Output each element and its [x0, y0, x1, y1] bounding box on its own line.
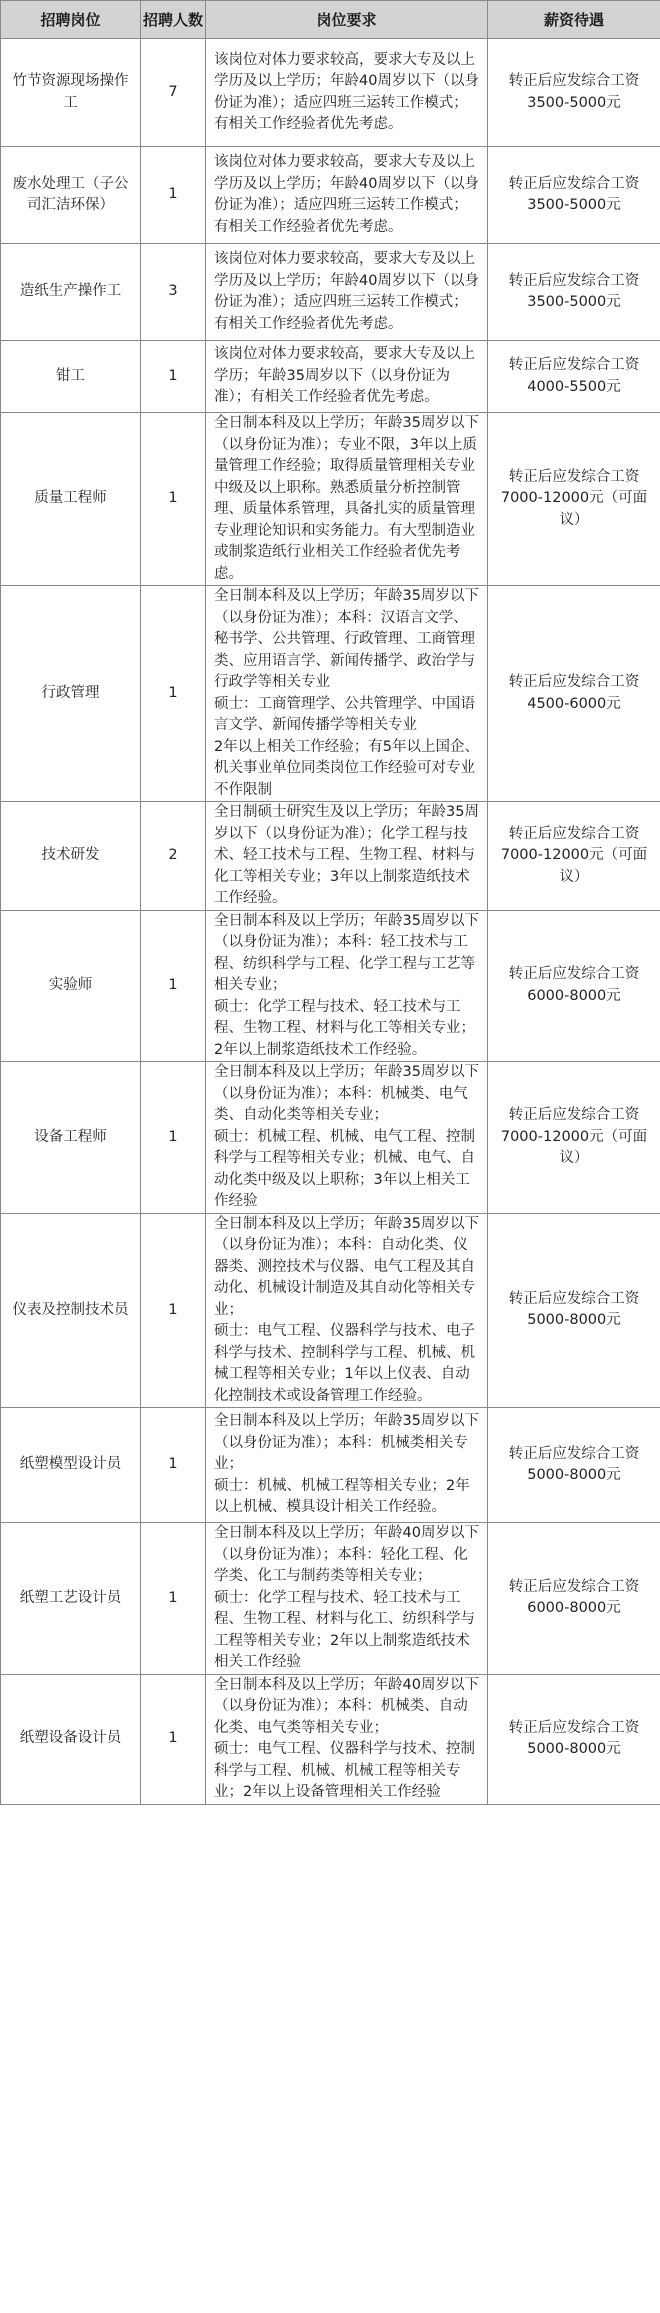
- job-count: 7: [141, 39, 206, 147]
- requirement-paragraph: 2年以上相关工作经验；有5年以上国企、机关事业单位同类岗位工作经验可对专业不作限制: [214, 738, 479, 798]
- job-position: 纸塑工艺设计员: [1, 1523, 141, 1675]
- job-requirements: [206, 586, 488, 802]
- header-salary: 薪资待遇: [488, 1, 660, 39]
- table-row: [1, 586, 660, 802]
- table-row: [1, 1408, 660, 1523]
- table-row: [1, 1523, 660, 1675]
- job-count: 1: [141, 1523, 206, 1675]
- job-count: 1: [141, 1674, 206, 1804]
- table-row: [1, 1062, 660, 1214]
- job-requirements: [206, 1674, 488, 1804]
- requirement-paragraph: 该岗位对体力要求较高，要求大专及以上学历及以上学历；年龄40周岁以下（以身份证为准）；适应四班三运转工作模式；有相关工作经验者优先考虑。: [214, 51, 479, 132]
- requirement-paragraph: 该岗位对体力要求较高，要求大专及以上学历；年龄35周岁以下（以身份证为准）；有相关工作经验者优先考虑。: [214, 346, 475, 406]
- requirement-paragraph: 硕士：机械工程、机械、电气工程、控制科学与工程等相关专业；机械、电气、自动化类中级及以上职称；3年以上相关工作经验: [214, 1128, 475, 1209]
- requirement-paragraph: 硕士：电气工程、仪器科学与技术、电子科学与技术、控制科学与工程、机械、机械工程等相关专业；1年以上仪表、自动化控制技术或设备管理工作经验。: [214, 1323, 475, 1404]
- job-count: 1: [141, 910, 206, 1062]
- requirement-paragraph: 硕士：化学工程与技术、轻工技术与工程、生物工程、材料与化工等相关专业；2年以上制浆造纸技术工作经验。: [214, 998, 475, 1058]
- table-row: [1, 1674, 660, 1804]
- requirement-paragraph: 全日制本科及以上学历；年龄35周岁以下（以身份证为准）；本科：汉语言文学、秘书学、公共管理、行政管理、工商管理类、应用语言学、新闻传播学、政治学与行政学等相关专业: [214, 588, 479, 690]
- job-count: 2: [141, 802, 206, 911]
- job-count: 1: [141, 586, 206, 802]
- job-requirements: [206, 1523, 488, 1675]
- job-salary: 转正后应发综合工资6000-8000元: [488, 1523, 660, 1675]
- job-requirements: [206, 39, 488, 147]
- job-requirements: [206, 413, 488, 586]
- job-requirements: [206, 341, 488, 413]
- requirement-paragraph: 硕士：机械、机械工程等相关专业；2年以上机械、模具设计相关工作经验。: [214, 1477, 470, 1516]
- requirement-paragraph: 全日制硕士研究生及以上学历；年龄35周岁以下（以身份证为准）；化学工程与技术、轻工技术与工程、生物工程、材料与化工等相关专业；3年以上制浆造纸技术工作经验。: [214, 804, 479, 906]
- table-row: [1, 802, 660, 911]
- job-count: 1: [141, 147, 206, 244]
- job-position: 行政管理: [1, 586, 141, 802]
- job-position: 质量工程师: [1, 413, 141, 586]
- job-count: 1: [141, 413, 206, 586]
- requirement-paragraph: 该岗位对体力要求较高，要求大专及以上学历及以上学历；年龄40周岁以下（以身份证为准）；适应四班三运转工作模式；有相关工作经验者优先考虑。: [214, 251, 479, 332]
- job-position: 设备工程师: [1, 1062, 141, 1214]
- header-position: 招聘岗位: [1, 1, 141, 39]
- job-position: 实验师: [1, 910, 141, 1062]
- job-position: 竹节资源现场操作工: [1, 39, 141, 147]
- job-salary: 转正后应发综合工资6000-8000元: [488, 910, 660, 1062]
- table-row: [1, 413, 660, 586]
- requirement-paragraph: 硕士：电气工程、仪器科学与技术、控制科学与工程、机械、机械工程等相关专业；2年以上设备管理相关工作经验: [214, 1741, 475, 1800]
- table-header-row: [1, 1, 660, 39]
- job-count: 1: [141, 1408, 206, 1523]
- job-requirements: [206, 147, 488, 244]
- job-position: 纸塑模型设计员: [1, 1408, 141, 1523]
- table-row: [1, 1213, 660, 1408]
- job-salary: 转正后应发综合工资5000-8000元: [488, 1213, 660, 1408]
- requirement-paragraph: 硕士：化学工程与技术、轻工技术与工程、生物工程、材料与化工、纺织科学与工程等相关专业；2年以上制浆造纸技术相关工作经验: [214, 1589, 475, 1670]
- table-row: [1, 147, 660, 244]
- requirement-paragraph: 该岗位对体力要求较高，要求大专及以上学历及以上学历；年龄40周岁以下（以身份证为准）；适应四班三运转工作模式；有相关工作经验者优先考虑。: [214, 154, 479, 235]
- job-count: 1: [141, 341, 206, 413]
- job-requirements: [206, 244, 488, 341]
- job-salary: 转正后应发综合工资7000-12000元（可面议）: [488, 413, 660, 586]
- table-row: [1, 341, 660, 413]
- job-count: 1: [141, 1062, 206, 1214]
- requirement-paragraph: 全日制本科及以上学历；年龄40周岁以下（以身份证为准）；本科：轻化工程、化学类、化工与制药类等相关专业；: [214, 1525, 479, 1584]
- job-requirements: [206, 910, 488, 1062]
- job-salary: 转正后应发综合工资4000-5500元: [488, 341, 660, 413]
- requirement-paragraph: 全日制本科及以上学历；年龄35周岁以下（以身份证为准）；本科：轻工技术与工程、纺织科学与工程、化学工程与工艺等相关专业；: [214, 912, 479, 993]
- job-salary: 转正后应发综合工资5000-8000元: [488, 1408, 660, 1523]
- table-row: [1, 244, 660, 341]
- requirement-paragraph: 全日制本科及以上学历；年龄40周岁以下（以身份证为准）；本科：机械类、自动化类、电气类等相关专业；: [214, 1676, 479, 1736]
- header-count: 招聘人数: [141, 1, 206, 39]
- requirement-paragraph: 全日制本科及以上学历；年龄35周岁以下（以身份证为准）；本科：自动化类、仪器类、测控技术与仪器、电气工程及其自动化、机械设计制造及其自动化等相关专业；: [214, 1215, 479, 1318]
- job-position: 造纸生产操作工: [1, 244, 141, 341]
- requirement-paragraph: 全日制本科及以上学历；年龄35周岁以下（以身份证为准）；专业不限，3年以上质量管理工作经验；取得质量管理相关专业中级及以上职称。熟悉质量分析控制管理、质量体系管理，具备扎实的质量管理专业理论知识和实务能力。有大型制造业或制浆造纸行业相关工作经验者优先考虑。: [214, 415, 479, 582]
- job-salary: 转正后应发综合工资3500-5000元: [488, 39, 660, 147]
- job-salary: 转正后应发综合工资7000-12000元（可面议）: [488, 802, 660, 911]
- job-position: 钳工: [1, 341, 141, 413]
- job-position: 废水处理工（子公司汇洁环保）: [1, 147, 141, 244]
- job-salary: 转正后应发综合工资7000-12000元（可面议）: [488, 1062, 660, 1214]
- job-count: 1: [141, 1213, 206, 1408]
- job-position: 仪表及控制技术员: [1, 1213, 141, 1408]
- job-salary: 转正后应发综合工资3500-5000元: [488, 244, 660, 341]
- job-salary: 转正后应发综合工资5000-8000元: [488, 1674, 660, 1804]
- job-salary: 转正后应发综合工资4500-6000元: [488, 586, 660, 802]
- table-row: [1, 39, 660, 147]
- requirement-paragraph: 全日制本科及以上学历；年龄35周岁以下（以身份证为准）；本科：机械类相关专业；: [214, 1413, 479, 1473]
- job-count: 3: [141, 244, 206, 341]
- job-requirements: [206, 802, 488, 911]
- requirement-paragraph: 全日制本科及以上学历；年龄35周岁以下（以身份证为准）；本科：机械类、电气类、自动化类等相关专业；: [214, 1064, 479, 1123]
- requirement-paragraph: 硕士：工商管理学、公共管理学、中国语言文学、新闻传播学等相关专业: [214, 695, 475, 733]
- table-row: [1, 910, 660, 1062]
- job-requirements: [206, 1408, 488, 1523]
- job-requirements: [206, 1062, 488, 1214]
- job-position: 纸塑设备设计员: [1, 1674, 141, 1804]
- job-salary: 转正后应发综合工资3500-5000元: [488, 147, 660, 244]
- header-requirements: 岗位要求: [206, 1, 488, 39]
- job-requirements: [206, 1213, 488, 1408]
- job-position: 技术研发: [1, 802, 141, 911]
